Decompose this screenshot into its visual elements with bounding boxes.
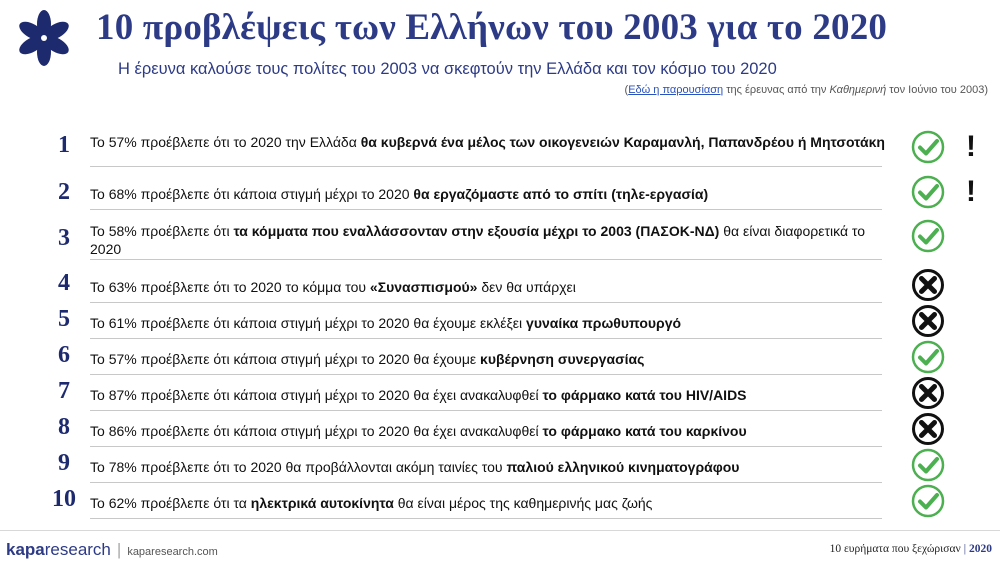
row-divider [90,410,882,411]
row-divider [90,518,882,519]
prediction-number: 7 [58,378,70,404]
presentation-link[interactable]: Εδώ η παρουσίαση [628,84,724,96]
check-circle-icon [911,175,945,209]
source-end: τον Ιούνιο του 2003) [886,84,988,96]
brand-separator: | [116,540,122,559]
prediction-text [90,314,890,332]
prediction-text-pre: Το 87% προέβλεπε ότι κάποια στιγμή μέχρι το 2020 θα έχει ανακαλυφθεί [90,387,543,403]
prediction-text-bold: κυβέρνηση συνεργασίας [480,351,645,367]
prediction-text-pre: Το 61% προέβλεπε ότι κάποια στιγμή μέχρι το 2020 θα έχουμε εκλέξει [90,315,527,331]
prediction-text-bold: παλιού ελληνικού κινηματογράφου [506,459,740,475]
prediction-text [90,458,890,476]
prediction-row [0,219,1000,259]
check-circle-icon [911,219,945,253]
source-open: ( [624,84,629,96]
prediction-row [0,175,1000,209]
prediction-text [90,494,890,512]
row-divider [90,259,882,260]
footer-divider [0,530,1000,531]
prediction-number: 3 [58,225,70,251]
prediction-text [90,422,890,440]
prediction-text [90,278,890,296]
page-subtitle: Η έρευνα καλούσε τους πολίτες του 2003 να σκεφτούν την Ελλάδα και τον κόσμο του 2020 [118,60,777,78]
prediction-row [0,412,1000,446]
footer-caption-bar: | [963,543,966,555]
prediction-number: 5 [58,306,70,332]
brand-research: research [44,540,111,559]
brand-kapa: kapa [6,540,45,559]
prediction-row [0,304,1000,338]
row-divider [90,209,882,210]
prediction-text-bold: θα εργαζόμαστε από το σπίτι (τηλε-εργασία) [413,186,709,202]
prediction-text-post: θα είναι διαφορετικά το 2020 [90,223,866,257]
prediction-text-post: θα είναι μέρος της καθημερινής μας ζωής [393,495,653,511]
exclamation-icon: ! [966,130,976,163]
prediction-row [0,268,1000,302]
prediction-row [0,340,1000,374]
prediction-text [90,133,890,151]
prediction-text [90,185,890,203]
source-note [625,84,988,96]
prediction-number: 6 [58,342,70,368]
check-circle-icon [911,448,945,482]
prediction-number: 4 [58,270,70,296]
cross-circle-icon [911,268,945,302]
row-divider [90,374,882,375]
check-circle-icon [911,484,945,518]
prediction-number: 9 [58,450,70,476]
page-title: 10 προβλέψεις των Ελλήνων του 2003 για το 2020 [96,7,888,48]
cross-circle-icon [911,376,945,410]
prediction-number: 1 [58,132,70,158]
row-divider [90,446,882,447]
prediction-number: 10 [52,486,76,512]
prediction-text-pre: Το 58% προέβλεπε ότι [90,223,234,239]
prediction-text-bold: «Συνασπισμού» [369,279,478,295]
prediction-text-bold: ηλεκτρικά αυτοκίνητα [250,495,394,511]
row-divider [90,338,882,339]
prediction-number: 2 [58,179,70,205]
prediction-number: 8 [58,414,70,440]
prediction-text-bold: γυναίκα πρωθυπουργό [526,315,682,331]
prediction-text-bold: το φάρμακο κατά του καρκίνου [542,423,747,439]
source-paper: Καθημερινή [829,84,887,96]
prediction-text-bold: θα κυβερνά ένα μέλος των οικογενειών Καραμανλή, Παπανδρέου ή Μητσοτάκη [360,134,885,150]
prediction-text-post: δεν θα υπάρχει [477,279,576,295]
prediction-text-pre: Το 63% προέβλεπε ότι το 2020 το κόμμα του [90,279,370,295]
footer-caption [830,543,992,555]
check-circle-icon [911,340,945,374]
prediction-text-bold: το φάρμακο κατά του HIV/AIDS [542,387,747,403]
source-mid: της έρευνας από την [723,84,830,96]
prediction-text [90,222,890,258]
prediction-row [0,376,1000,410]
row-divider [90,482,882,483]
row-divider [90,302,882,303]
check-circle-icon [911,130,945,164]
cross-circle-icon [911,304,945,338]
exclamation-icon: ! [966,175,976,208]
asterisk-icon [14,8,74,68]
prediction-row [0,130,1000,166]
prediction-row [0,448,1000,482]
prediction-text-bold: τα κόμματα που εναλλάσσονταν στην εξουσία μέχρι το 2003 (ΠΑΣΟΚ-ΝΔ) [233,223,720,239]
prediction-text-pre: Το 57% προέβλεπε ότι το 2020 την Ελλάδα [90,134,361,150]
brand-site[interactable]: kaparesearch.com [127,546,218,558]
prediction-text-pre: Το 68% προέβλεπε ότι κάποια στιγμή μέχρι το 2020 [90,186,414,202]
row-divider [90,166,882,167]
cross-circle-icon [911,412,945,446]
prediction-row [0,484,1000,518]
footer-caption-text: 10 ευρήματα που ξεχώρισαν [829,543,961,555]
brand-logo [6,540,218,560]
prediction-text [90,386,890,404]
prediction-text [90,350,890,368]
prediction-text-pre: Το 78% προέβλεπε ότι το 2020 θα προβάλλονται ακόμη ταινίες του [90,459,507,475]
prediction-text-pre: Το 86% προέβλεπε ότι κάποια στιγμή μέχρι το 2020 θα έχει ανακαλυφθεί [90,423,543,439]
prediction-text-pre: Το 57% προέβλεπε ότι κάποια στιγμή μέχρι το 2020 θα έχουμε [90,351,481,367]
prediction-text-pre: Το 62% προέβλεπε ότι τα [90,495,251,511]
footer-year: 2020 [969,543,992,555]
